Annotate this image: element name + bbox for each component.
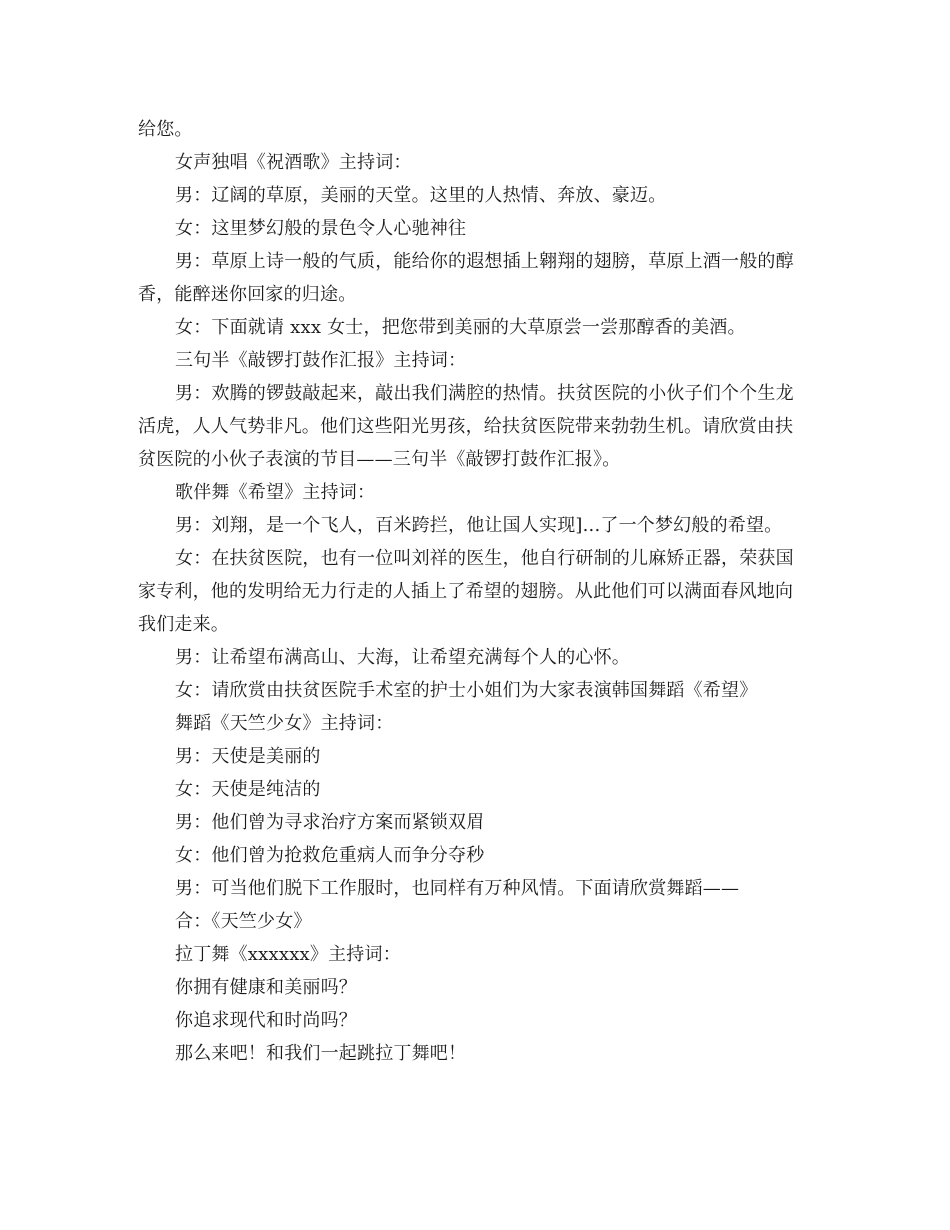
text-line: 贫医院的小伙子表演的节目——三句半《敲锣打鼓作汇报》。 [138,449,621,470]
text-line: 拉丁舞《xxxxxx》主持词： [175,944,401,965]
text-line: 活虎，人人气势非凡。他们这些阳光男孩，给扶贫医院带来勃勃生机。请欣赏由扶 [138,416,794,437]
text-line: 歌伴舞《希望》主持词： [175,482,376,503]
text-line: 女：请欣赏由扶贫医院手术室的护士小姐们为大家表演韩国舞蹈《希望》 [175,680,758,701]
text-line: 那么来吧！和我们一起跳拉丁舞吧！ [175,1043,467,1064]
text-line: 女：他们曾为抢救危重病人而争分夺秒 [175,845,485,866]
text-line: 男：辽阔的草原，美丽的天堂。这里的人热情、奔放、豪迈。 [175,185,667,206]
text-line: 舞蹈《天竺少女》主持词： [175,713,394,734]
text-line: 女：下面就请 xxx 女士，把您带到美丽的大草原尝一尝那醇香的美酒。 [175,317,746,338]
text-line: 三句半《敲锣打鼓作汇报》主持词： [175,350,467,371]
text-line: 家专利，他的发明给无力行走的人插上了希望的翅膀。从此他们可以满面春风地向 [138,581,794,602]
text-line: 男：草原上诗一般的气质，能给你的遐想插上翱翔的翅膀，草原上酒一般的醇 [175,251,794,272]
document-body [138,113,818,1070]
text-line: 你拥有健康和美丽吗？ [175,977,357,998]
text-line: 男：欢腾的锣鼓敲起来，敲出我们满腔的热情。扶贫医院的小伙子们个个生龙 [175,383,794,404]
text-line: 女声独唱《祝酒歌》主持词： [175,152,412,173]
text-line: 香，能醉迷你回家的归途。 [138,284,357,305]
text-line: 男：天使是美丽的 [175,746,321,767]
text-line: 女：天使是纯洁的 [175,779,321,800]
text-line: 给您。 [138,119,193,140]
text-line: 女：这里梦幻般的景色令人心驰神往 [175,218,467,239]
text-line: 合：《天竺少女》 [175,911,312,932]
text-line: 男：让希望布满高山、大海，让希望充满每个人的心怀。 [175,647,630,668]
text-line: 男：刘翔，是一个飞人，百米跨拦，他让国人实现]...了一个梦幻般的希望。 [175,515,783,536]
text-line: 你追求现代和时尚吗？ [175,1010,357,1031]
text-line: 男：可当他们脱下工作服时，也同样有万种风情。下面请欣赏舞蹈—— [175,878,740,899]
text-line: 男：他们曾为寻求治疗方案而紧锁双眉 [175,812,485,833]
text-line: 我们走来。 [138,614,229,635]
text-line: 女：在扶贫医院，也有一位叫刘祥的医生，他自行研制的儿麻矫正器，荣获国 [175,548,794,569]
